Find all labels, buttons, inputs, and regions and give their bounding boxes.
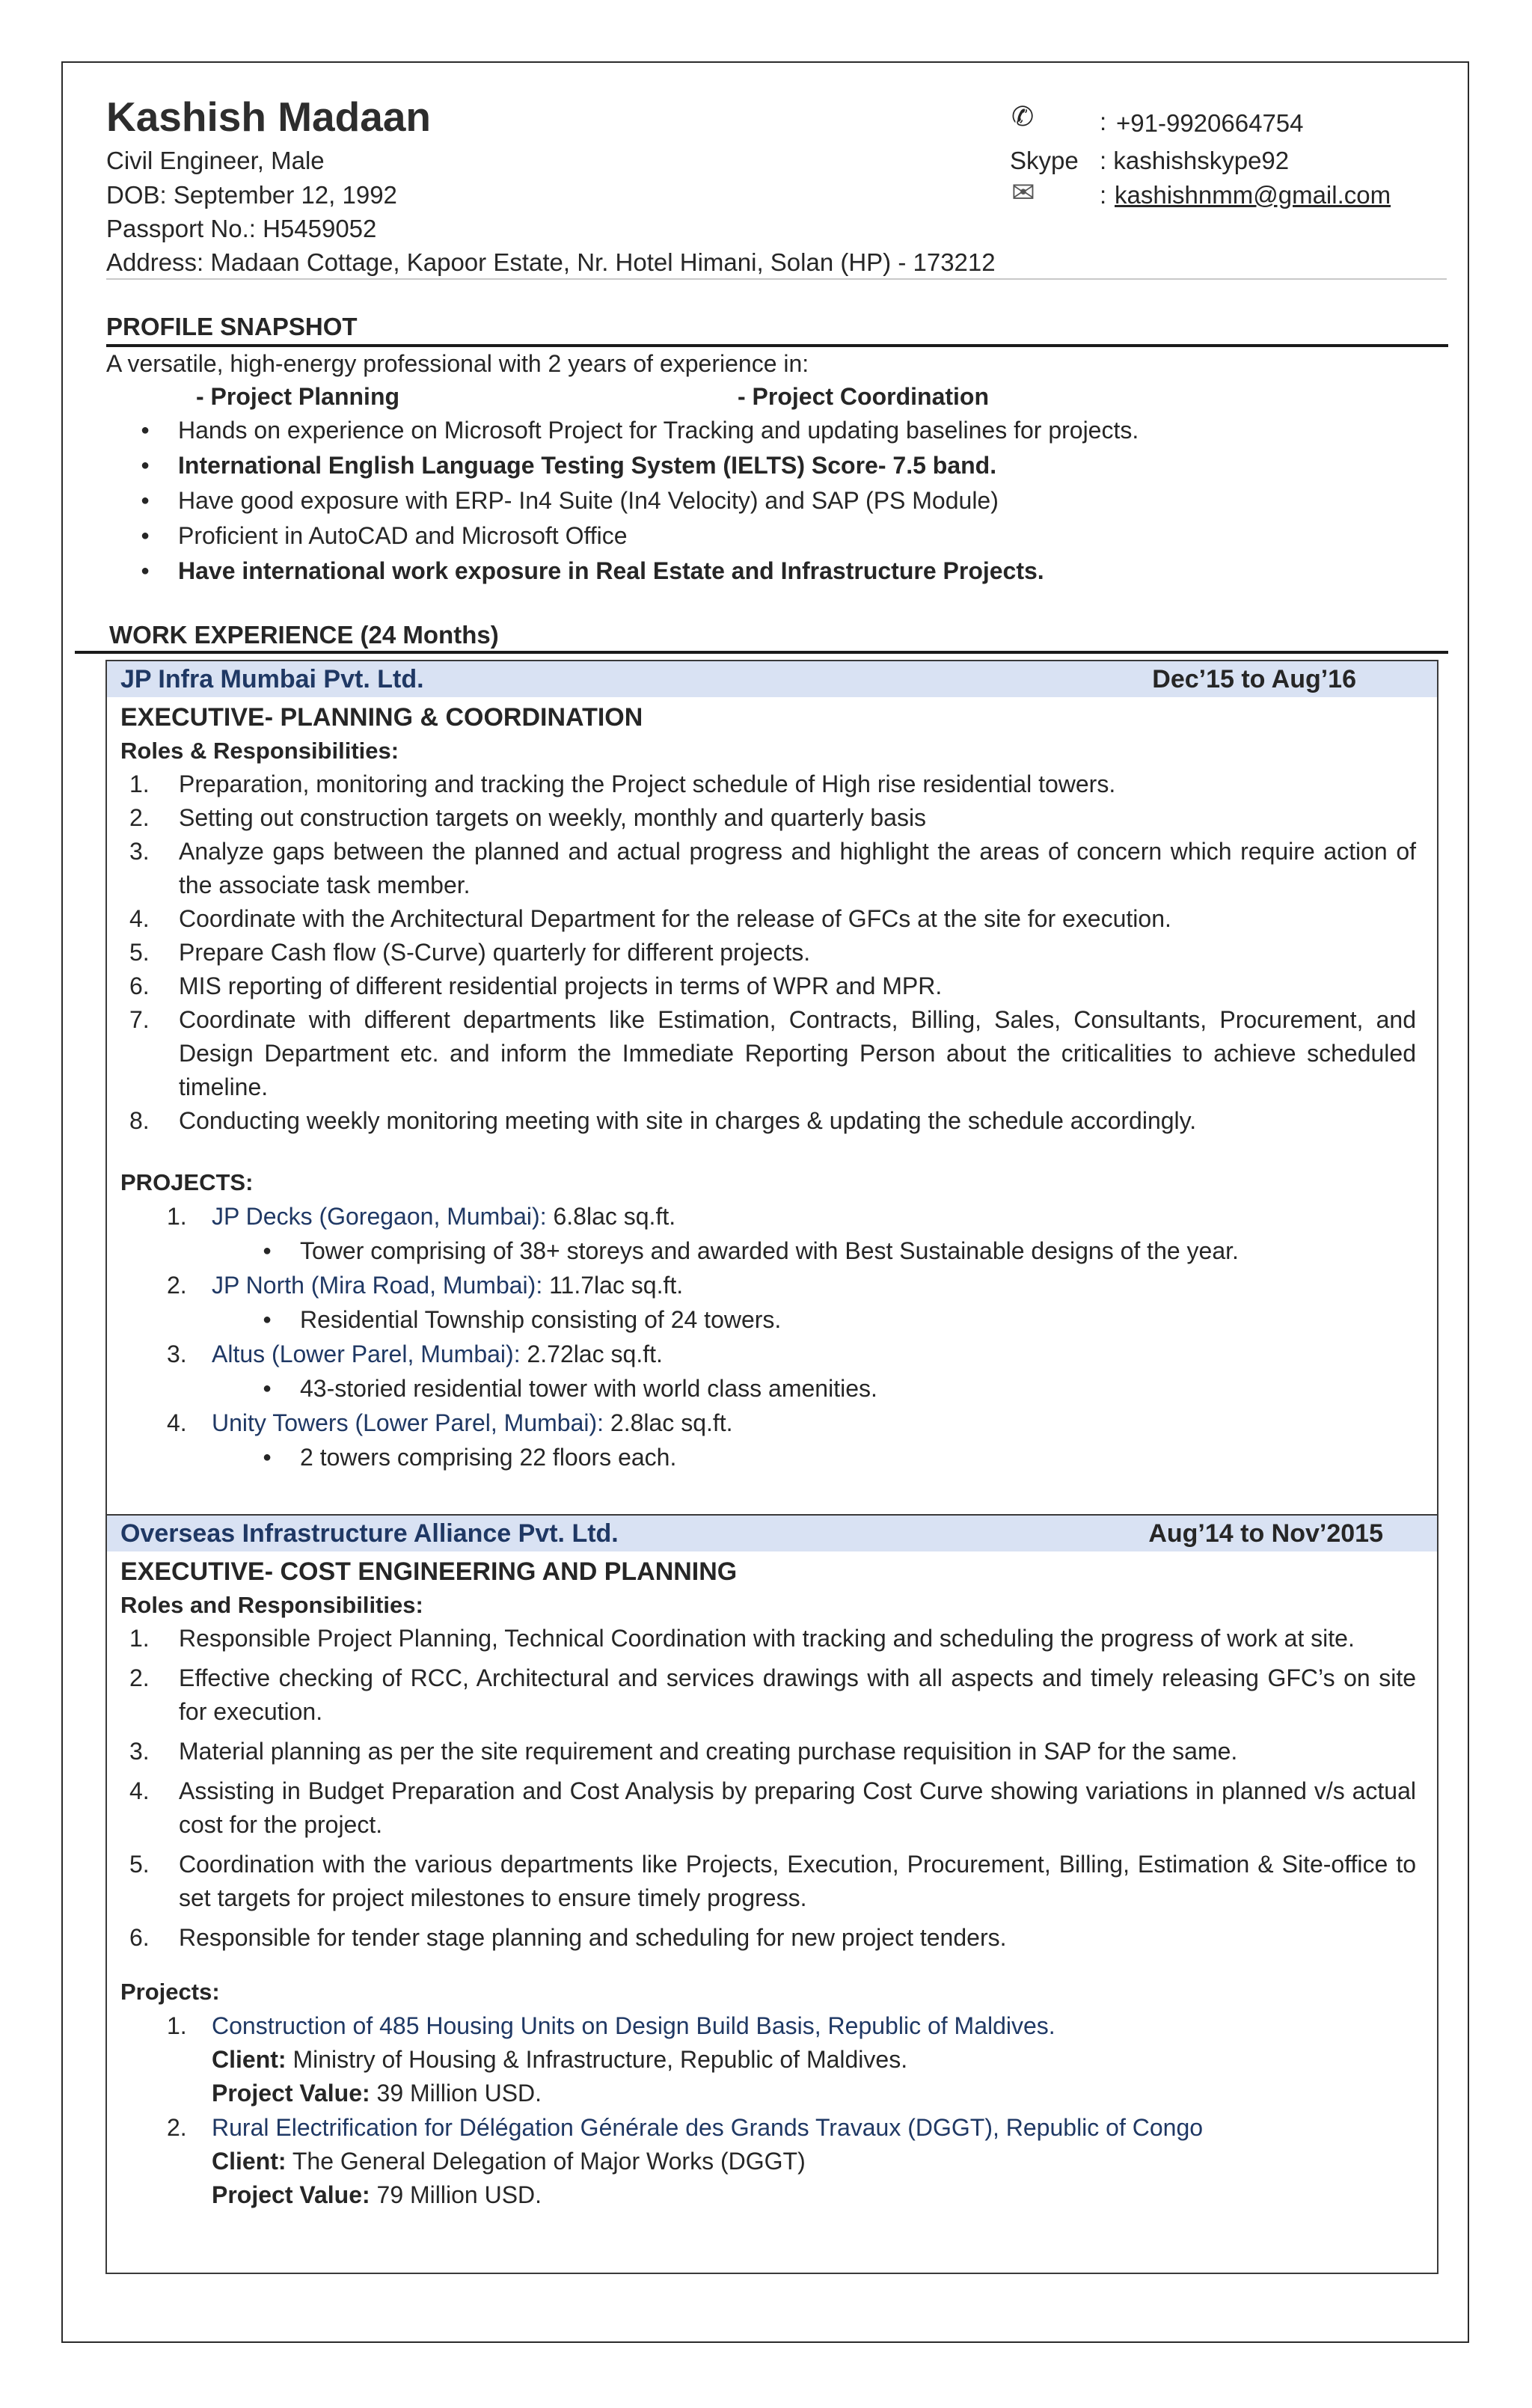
projects-heading: Projects: (120, 1979, 220, 2005)
client-label: Client: (212, 2148, 287, 2175)
value-amount: 79 Million USD. (370, 2181, 542, 2208)
header-line-passport: Passport No.: H5459052 (106, 215, 377, 242)
job-title: EXECUTIVE- COST ENGINEERING AND PLANNING (120, 1557, 738, 1586)
projects-heading: PROJECTS: (120, 1169, 254, 1195)
responsibility-item: Responsible for tender stage planning and scheduling for new project tenders. (179, 1924, 1007, 1951)
project-name: Altus (Lower Parel, Mumbai): (212, 1341, 521, 1367)
profile-bullet: ● Proficient in AutoCAD and Microsoft Office (106, 518, 1445, 554)
project-size: 2.72lac sq.ft. (520, 1341, 663, 1367)
project-name: Rural Electrification for Délégation Générale des Grands Travaux (DGGT), Republic of Congo (212, 2114, 1204, 2141)
responsibility-item: Setting out construction targets on weekly, monthly and quarterly basis (179, 804, 927, 831)
profile-bullet-list (106, 413, 1445, 589)
responsibility-item: Effective checking of RCC, Architectural and services drawings with all aspects and timely releasing GFC’s on site for execution. (179, 1664, 1416, 1725)
job-header (107, 1516, 1437, 1551)
project-item (107, 2009, 1437, 2043)
project-note: ● Residential Township consisting of 24 towers. (107, 1302, 1437, 1337)
candidate-name: Kashish Madaan (106, 94, 432, 140)
project-item (107, 1406, 1437, 1440)
email-separator: : (1100, 181, 1107, 209)
project-size: 6.8lac sq.ft. (546, 1203, 676, 1230)
project-number: 3. (167, 1341, 187, 1367)
email-link[interactable]: kashishnmm@gmail.com (1115, 181, 1391, 209)
project-name: Unity Towers (Lower Parel, Mumbai): (212, 1409, 604, 1436)
skype-label: Skype (1010, 147, 1079, 174)
phone-separator: : (1100, 108, 1107, 135)
project-name: JP North (Mira Road, Mumbai): (212, 1272, 543, 1299)
project-item (107, 2110, 1437, 2145)
project-note: ● 2 towers comprising 22 floors each. (107, 1440, 1437, 1474)
client-label: Client: (212, 2046, 287, 2073)
email-icon: ✉ (1011, 177, 1035, 209)
client-value: Ministry of Housing & Infrastructure, Republic of Maldives. (286, 2046, 908, 2073)
header-divider (106, 278, 1447, 280)
work-section-rule (75, 651, 1448, 654)
header-line-role: Civil Engineer, Male (106, 147, 325, 174)
job-title: EXECUTIVE- PLANNING & COORDINATION (120, 703, 643, 732)
work-section-title: WORK EXPERIENCE (24 Months) (109, 621, 499, 649)
responsibility-item: Coordination with the various departments like Projects, Execution, Procurement, Billing, Estimation & Site-office to set targets for project milestones to ensure timely progress. (179, 1851, 1416, 1911)
responsibility-item: Conducting weekly monitoring meeting with site in charges & updating the schedule accordingly. (179, 1107, 1197, 1134)
focus-project-planning: - Project Planning (196, 383, 400, 410)
phone-number: +91-9920664754 (1116, 109, 1304, 137)
project-size: 11.7lac sq.ft. (542, 1272, 684, 1299)
profile-bullet: ● International English Language Testing System (IELTS) Score- 7.5 band. (106, 448, 1445, 483)
profile-intro: A versatile, high-energy professional with 2 years of experience in: (106, 350, 809, 377)
responsibility-item: Preparation, monitoring and tracking the Project schedule of High rise residential towers. (179, 771, 1116, 797)
skype-id: : kashishskype92 (1100, 147, 1290, 174)
profile-bullet: ● Hands on experience on Microsoft Project for Tracking and updating baselines for projects. (106, 413, 1445, 448)
job-dates: Dec’15 to Aug’16 (1152, 665, 1356, 693)
profile-bullet: ● Have good exposure with ERP- In4 Suite (In4 Velocity) and SAP (PS Module) (106, 483, 1445, 518)
projects-list (107, 2009, 1437, 2212)
project-value (107, 2077, 1437, 2110)
profile-section-title: PROFILE SNAPSHOT (106, 313, 358, 340)
project-item (107, 1337, 1437, 1371)
projects-list (107, 1199, 1437, 1474)
project-item (107, 1199, 1437, 1234)
responsibility-item: Responsible Project Planning, Technical Coordination with tracking and scheduling the progress of work at site. (179, 1625, 1355, 1652)
phone-icon: ✆ (1011, 101, 1035, 132)
company-name: Overseas Infrastructure Alliance Pvt. Ltd. (120, 1519, 619, 1548)
job-dates: Aug’14 to Nov’2015 (1148, 1519, 1383, 1548)
project-number: 1. (167, 1203, 187, 1230)
client-value: The General Delegation of Major Works (DGGT) (286, 2148, 806, 2175)
project-note: ● 43-storied residential tower with world class amenities. (107, 1371, 1437, 1406)
responsibility-item: Analyze gaps between the planned and actual progress and highlight the areas of concern which require action of the associate task member. (179, 838, 1416, 898)
header-line-address: Address: Madaan Cottage, Kapoor Estate, Nr. Hotel Himani, Solan (HP) - 173212 (106, 248, 996, 276)
project-number: 4. (167, 1409, 187, 1436)
responsibility-item: Assisting in Budget Preparation and Cost Analysis by preparing Cost Curve showing variations in planned v/s actual cost for the project. (179, 1777, 1416, 1838)
project-number: 1. (167, 2012, 187, 2039)
project-value (107, 2178, 1437, 2212)
project-name: Construction of 485 Housing Units on Design Build Basis, Republic of Maldives. (212, 2012, 1055, 2039)
project-size: 2.8lac sq.ft. (604, 1409, 733, 1436)
job-block-jp-infra (105, 660, 1438, 1516)
responsibilities-list (107, 768, 1437, 1138)
job-block-overseas-infra (105, 1516, 1438, 2274)
project-number: 2. (167, 2114, 187, 2141)
project-client (107, 2043, 1437, 2077)
project-name: JP Decks (Goregaon, Mumbai): (212, 1203, 547, 1230)
project-note: ● Tower comprising of 38+ storeys and awarded with Best Sustainable designs of the year. (107, 1234, 1437, 1268)
job-header (107, 661, 1437, 697)
responsibilities-heading: Roles and Responsibilities: (120, 1592, 423, 1618)
company-name: JP Infra Mumbai Pvt. Ltd. (120, 665, 424, 693)
header-line-dob: DOB: September 12, 1992 (106, 181, 397, 209)
value-label: Project Value: (212, 2181, 370, 2208)
responsibility-item: Prepare Cash flow (S-Curve) quarterly for different projects. (179, 939, 811, 966)
project-number: 2. (167, 1272, 187, 1299)
responsibilities-heading: Roles & Responsibilities: (120, 738, 399, 764)
responsibility-item: Material planning as per the site requirement and creating purchase requisition in SAP for the same. (179, 1738, 1238, 1765)
focus-project-coordination: - Project Coordination (738, 383, 989, 410)
responsibility-item: Coordinate with different departments like Estimation, Contracts, Billing, Sales, Consultants, Procurement, and Design Department etc. and inform the Immediate Reporting Person about the criticalities to achieve scheduled timeline. (179, 1006, 1416, 1100)
responsibility-item: MIS reporting of different residential projects in terms of WPR and MPR. (179, 972, 943, 999)
responsibilities-list (107, 1622, 1437, 1955)
value-label: Project Value: (212, 2080, 370, 2107)
value-amount: 39 Million USD. (370, 2080, 542, 2107)
profile-bullet: ● Have international work exposure in Real Estate and Infrastructure Projects. (106, 554, 1445, 589)
responsibility-item: Coordinate with the Architectural Department for the release of GFCs at the site for execution. (179, 905, 1171, 932)
project-client (107, 2145, 1437, 2178)
project-item (107, 1268, 1437, 1302)
